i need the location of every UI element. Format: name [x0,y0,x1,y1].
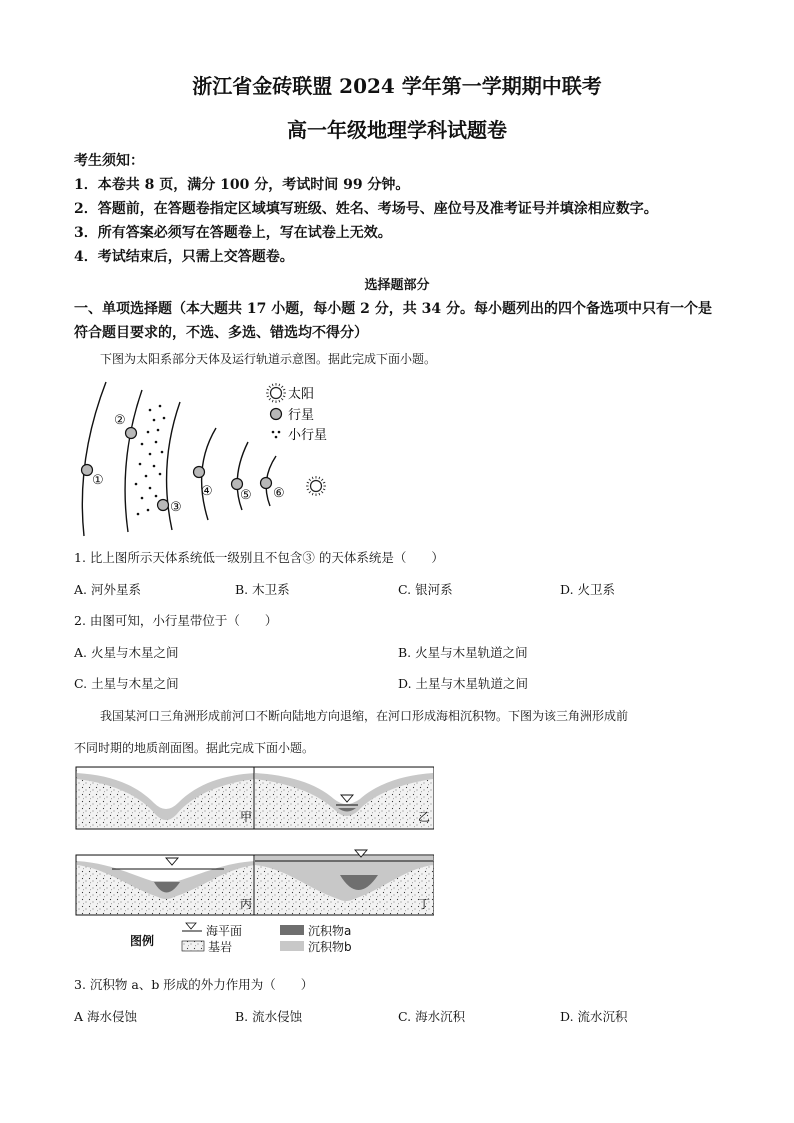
legend-sediment-b-label: 沉积物b [308,940,352,954]
notice-item: 1．本卷共 8 页，满分 100 分，考试时间 99 分钟。 [74,177,410,193]
q1-option-b: B. 木卫系 [235,582,290,597]
intro-text-2-cont: 不同时期的地质剖面图。据此完成下面小题。 [74,741,315,755]
panel-label-jia: 甲 [240,810,253,824]
planet-6 [261,478,272,489]
panel-label-bing: 丙 [240,897,253,911]
panel-label-yi: 乙 [418,810,431,824]
legend-sea-level-icon [186,923,196,929]
panel-label-ding: 丁 [418,897,431,911]
planet-label-3: ③ [170,500,182,515]
legend-sea-level-label: 海平面 [206,924,243,938]
notice-item: 2．答题前，在答题卷指定区域填写班级、姓名、考场号、座位号及准考证号并填涂相应数字。 [74,201,658,217]
q1-option-d: D. 火卫系 [560,582,616,597]
q2-option-d: D. 土星与木星轨道之间 [398,676,529,691]
legend-sediment-a-label: 沉积物a [308,924,352,938]
panel-ding [254,850,434,915]
asteroid-belt [135,405,166,516]
planet-label-4: ④ [201,484,213,499]
sun-symbol [306,476,326,496]
legend-sediment-b-icon [280,941,304,951]
planet-label-6: ⑥ [273,486,285,501]
q3-option-d: D. 流水沉积 [560,1009,628,1024]
legend-planet-icon [271,409,282,420]
planet-label-1: ① [92,473,104,488]
legend-asteroid-icon [272,431,281,439]
question-1-stem: 1. 比上图所示天体系统低一级别且不包含③ 的天体系统是（ ） [74,550,444,565]
panel-bing [76,855,256,915]
question-3-stem: 3. 沉积物 a、b 形成的外力作用为（ ） [74,977,314,992]
planet-label-2: ② [114,413,126,428]
planet-label-5: ⑤ [240,488,252,503]
q2-option-c: C. 土星与木星之间 [74,676,179,691]
planet-1 [82,465,93,476]
planet-4 [194,467,205,478]
section-title: 选择题部分 [364,278,430,293]
planet-3 [158,500,169,511]
orbit-1 [82,382,106,536]
legend-sun-icon [266,383,286,403]
q3-option-c: C. 海水沉积 [398,1009,466,1024]
legend-bedrock-icon [182,941,204,951]
planet-2 [126,428,137,439]
q1-option-c: C. 银河系 [398,582,453,597]
question-2-stem: 2. 由图可知，小行星带位于（ ） [74,613,278,628]
legend-asteroid-label: 小行星 [288,428,328,443]
orbit-2 [125,390,142,532]
q3-option-b: B. 流水侵蚀 [235,1009,303,1024]
notice-heading: 考生须知： [74,153,144,169]
legend-sediment-a-icon [280,925,304,935]
panel-jia [76,767,256,829]
exam-title: 浙江省金砖联盟 2024 学年第一学期期中联考 [192,74,602,98]
intro-text-1: 下图为太阳系部分天体及运行轨道示意图。据此完成下面小题。 [100,352,437,366]
part-instructions: 一、单项选择题（本大题共 17 小题，每小题 2 分，共 34 分。每小题列出的四个备选项中只有一个是符合题目要求的，不选、多选、错选均不得分） [74,301,712,341]
intro-text-2: 我国某河口三角洲形成前河口不断向陆地方向退缩，在河口形成海相沉积物。下图为该三角洲形成前 [100,709,629,723]
delta-cross-section-diagram [74,765,434,965]
figure2-legend [130,923,352,954]
q2-option-b: B. 火星与木星轨道之间 [398,645,528,660]
notice-item: 3．所有答案必须写在答题卷上，写在试卷上无效。 [74,225,392,241]
exam-subtitle: 高一年级地理学科试题卷 [287,118,507,142]
solar-system-diagram [70,380,370,540]
panel-yi [254,767,434,829]
legend-title: 图例 [130,934,155,948]
q1-option-a: A. 河外星系 [74,582,141,597]
legend-bedrock-label: 基岩 [208,940,233,954]
q3-option-a: A 海水侵蚀 [74,1009,138,1024]
notice-item: 4．考试结束后，只需上交答题卷。 [74,249,294,265]
q2-option-a: A. 火星与木星之间 [74,645,179,660]
legend-planet-label: 行星 [288,408,315,423]
legend-sun-label: 太阳 [288,387,315,402]
